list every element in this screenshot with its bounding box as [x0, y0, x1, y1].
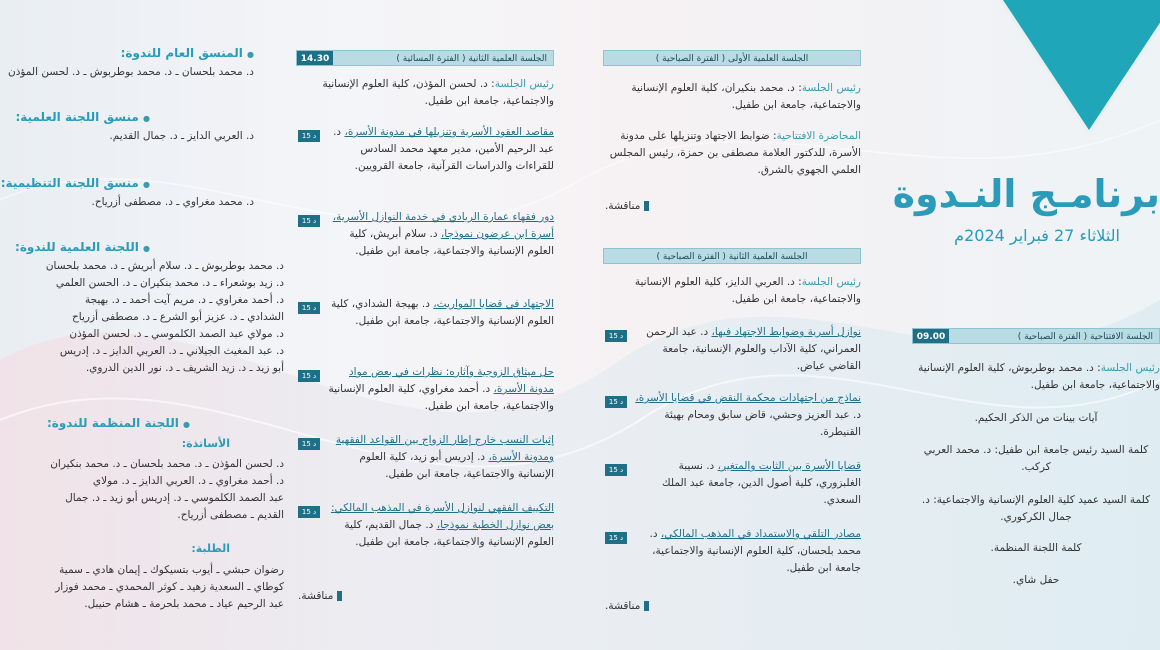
talk-item: التكييف الفقهي لنوازل الأسرة في المذهب المالكي: بعض نوازل الخطبة نموذجا، د. جمال القديم، كلية العلوم الإنسانية والاجتماعية، جامعة ابن طفيل.: [330, 502, 554, 548]
professors-list: د. لحسن المؤذن ـ د. محمد بلحسان ـ د. محمد بنكيران د. أحمد مغراوي ـ د. العربي الدايز ـ د. مولاي عبد الصمد الكلموسي ـ د. إدريس أبو زيد ـ د. جمال القديم ـ مصطفى أزرياح.: [50, 458, 284, 521]
discussion: مناقشة.: [298, 588, 342, 605]
morning-sessions-panel: [603, 0, 861, 650]
session2-chair: رئيس الجلسة: د. العربي الدايز، كلية العلوم الإنسانية والاجتماعية، جامعة ابن طفيل.: [634, 276, 861, 305]
opening-session-header: 09.00 الجلسة الافتتاحية ( الفترة الصباحية ): [912, 328, 1160, 344]
agenda-item: آيات بينات من الذكر الحكيم.: [974, 412, 1098, 424]
keynote-lecture: المحاضرة الافتتاحية: ضوابط الاجتهاد وتنزيلها على مدونة الأسرة، للدكتور العلامة مصطفى بن حمزة، رئيس المجلس العلمي الجهوي بالشرق.: [609, 130, 861, 176]
professors-title: الأساتذة:: [181, 437, 230, 450]
agenda-item: كلمة السيد عميد كلية العلوم الإنسانية والاجتماعية: د. جمال الكركوري.: [921, 494, 1151, 523]
talk-item: الاجتهاد في قضايا المواريث، د. بهيجة الشدادي، كلية العلوم الإنسانية والاجتماعية، جامعة ابن طفيل.: [331, 298, 554, 327]
duration-badge: 15 د: [298, 130, 320, 142]
org-committee-title: ● اللجنة المنظمة للندوة:: [46, 416, 190, 430]
talk-item: مقاصد العقود الأسرية وتنزيلها في مدونة الأسرة، د. عبد الرحيم الأمين، مدير معهد محمد السادس للقراءات والدراسات القرآنية، جامعة القرويين.: [333, 126, 554, 172]
agenda-item: كلمة اللجنة المنظمة.: [990, 542, 1082, 554]
committees-panel: [0, 0, 284, 650]
afternoon-chair: رئيس الجلسة: د. لحسن المؤذن، كلية العلوم الإنسانية والاجتماعية، جامعة ابن طفيل.: [322, 78, 554, 107]
duration-badge: 15 د: [298, 215, 320, 227]
duration-badge: 15 د: [605, 532, 627, 544]
duration-badge: 15 د: [605, 396, 627, 408]
org-coord-names: د. محمد مغراوي ـ د. مصطفى أزرياح.: [91, 196, 254, 208]
session1-header: الجلسة العلمية الأولى ( الفترة الصباحية ): [603, 50, 861, 66]
scientific-committee-title: ● اللجنة العلمية للندوة:: [15, 240, 150, 254]
program-title: برنامـج النـدوة: [892, 172, 1160, 216]
session-time-badge: 09.00: [913, 329, 949, 343]
afternoon-session-header: 14.30 الجلسة العلمية الثانية ( الفترة المسائية ): [296, 50, 554, 66]
cover-panel: [892, 0, 1160, 650]
program-date: الثلاثاء 27 فبراير 2024م: [954, 226, 1120, 245]
discussion: مناقشة.: [605, 198, 649, 215]
general-coordinator-names: د. محمد بلحسان ـ د. محمد بوطربوش ـ د. لحسن المؤذن: [8, 66, 254, 78]
talk-item: إثبات النسب خارج إطار الزواج بين القواعد الفقهية ومدونة الأسرة، د. إدريس أبو زيد، كلية العلوم الإنسانية والاجتماعية، جامعة ابن طفيل.: [335, 434, 554, 480]
general-coordinator-title: ● المنسق العام للندوة:: [120, 46, 254, 60]
duration-badge: 15 د: [298, 370, 320, 382]
afternoon-session-panel: [296, 0, 554, 650]
talk-item: نماذج من اجتهادات محكمة النقض في قضايا الأسرة، د. عبد العزيز وحشي، قاض سابق ومحام بهيئة القنيطرة.: [635, 392, 861, 438]
org-coord-title: ● منسق اللجنة التنظيمية:: [0, 176, 150, 190]
students-list: رضوان حبشي ـ أيوب بتسيكوك ـ إيمان هادي ـ سمية كوطاي ـ السعدية زهيد ـ كوثر المحمدي ـ محمد فوزار عبد الرحيم عياد ـ محمد بلحرمة ـ هشام حنيبل.: [55, 564, 284, 610]
talk-item: قضايا الأسرة بين الثابت والمتغير، د. نسيبة الغلبزوري، كلية أصول الدين، جامعة عبد الملك السعدي.: [662, 460, 861, 506]
duration-badge: 15 د: [605, 464, 627, 476]
agenda-item: حفل شاي.: [1012, 574, 1060, 586]
talk-item: نوازل أسرية وضوابط الاجتهاد فيها، د. عبد الرحمن العمراني، كلية الآداب والعلوم الإنسانية، جامعة القاضي عياض.: [646, 326, 861, 372]
agenda-item: كلمة السيد رئيس جامعة ابن طفيل: د. محمد العربي كركب.: [923, 444, 1149, 473]
session1-chair: رئيس الجلسة: د. محمد بنكيران، كلية العلوم الإنسانية والاجتماعية، جامعة ابن طفيل.: [631, 82, 861, 111]
duration-badge: 15 د: [605, 330, 627, 342]
duration-badge: 15 د: [298, 302, 320, 314]
scientific-coord-names: د. العربي الدايز ـ د. جمال القديم.: [109, 130, 254, 142]
duration-badge: 15 د: [298, 506, 320, 518]
session2-header: الجلسة العلمية الثانية ( الفترة الصباحية ): [603, 248, 861, 264]
talk-item: دور فقهاء عمارة الريادي في خدمة النوازل الأسرية، أسرة ابن عرضون نموذجا، د. سلام أبريش، كلية العلوم الإنسانية والاجتماعية، جامعة ابن طفيل.: [332, 211, 554, 257]
students-title: الطلبة:: [191, 542, 230, 555]
discussion: مناقشة.: [605, 598, 649, 615]
session-time-badge: 14.30: [297, 51, 333, 65]
talk-item: حل ميثاق الزوجية وآثاره: نظرات في بعض مواد مدونة الأسرة، د. أحمد مغراوي، كلية العلوم الإنسانية والاجتماعية، جامعة ابن طفيل.: [328, 366, 554, 412]
duration-badge: 15 د: [298, 438, 320, 450]
opening-chair: رئيس الجلسة: د. محمد بوطربوش، كلية العلوم الإنسانية والاجتماعية، جامعة ابن طفيل.: [918, 362, 1160, 391]
scientific-coord-title: ● منسق اللجنة العلمية:: [15, 110, 150, 124]
talk-item: مصادر التلقي والاستمداد في المذهب المالكي، د. محمد بلحسان، كلية العلوم الإنسانية والاجتماعية، جامعة ابن طفيل.: [649, 528, 861, 574]
scientific-committee-list: د. محمد بوطربوش ـ د. سلام أبريش ـ د. محمد بلحسان د. زيد بوشعراء ـ د. محمد بنكيران ـ د. الحسن العلمي د. أحمد مغراوي ـ د. مريم آيت أحمد ـ د. بهيجة الشدادي ـ د. عزيز أبو الشرع ـ د. مصطفى أزرياح د. مولاي عبد الصمد الكلموسي ـ د. لحسن المؤذن د. عبد المغيث الجيلاني ـ د. العربي الدايز ـ د. إدريس أبو زيد ـ د. زيد الشريف ـ د. نور الدين الدروي.: [45, 260, 284, 374]
